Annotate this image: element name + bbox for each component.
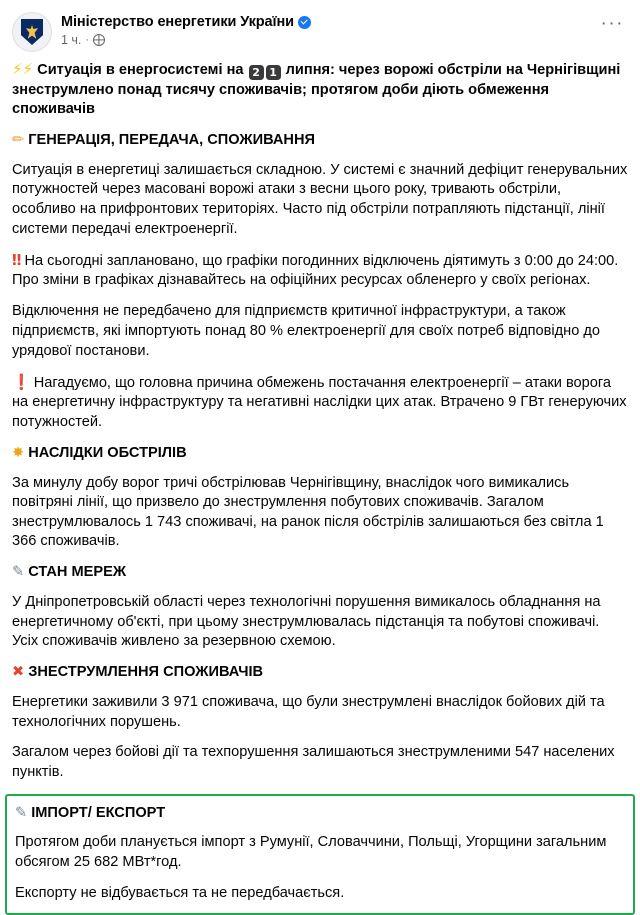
double-exclamation-emoji-icon: ‼ <box>12 250 21 269</box>
heading-networks-label: СТАН МЕРЕЖ <box>28 564 127 581</box>
paragraph-export: Експорту не відбувається та не передбачається. <box>15 884 345 901</box>
paragraph-outages-2: Загалом через бойові дії та техпорушення залишаються знеструмленими 547 населених пунктів. <box>12 744 615 780</box>
import-export-highlight-box <box>5 794 635 915</box>
heading-import-export <box>15 804 625 824</box>
author-name-row <box>61 13 311 31</box>
paragraph-reminder-text: Нагадуємо, що головна причина обмежень постачання електроенергії – атаки ворога на енергетичну інфраструктуру та негативні наслідки цих атак. Втрачено 9 ГВт генеруючих потужностей. <box>12 374 627 430</box>
paragraph-networks: У Дніпропетровській області через технологічні порушення вимикалось обладнання на енергетичному об'єкті, при цьому знеструмлювалась підстанція та побутові споживачі. Усіх споживачів живлено за резервною схемою. <box>12 594 601 650</box>
page-name[interactable]: Міністерство енергетики України <box>61 14 294 30</box>
heading-consequences <box>12 444 628 464</box>
paragraph-consequences: За минулу добу ворог тричі обстрілював Чернігівщину, внаслідок чого вимикались повітряні лінії, що призвело до знеструмлення побутових споживачів. Загалом знеструмлювалось 1 743 споживачі, на ранок після обстрілів залишаються без світла 1 366 споживачів. <box>12 474 604 550</box>
heading-import-export-label: ІМПОРТ/ ЕКСПОРТ <box>31 804 166 821</box>
post-meta <box>61 33 311 47</box>
flower-emoji-icon: ✸ <box>12 445 25 461</box>
avatar[interactable] <box>12 12 52 52</box>
ministry-emblem-avatar-icon <box>21 19 43 45</box>
paragraph-exceptions: Відключення не передбачено для підприємств критичної інфраструктури, а також підприємств, які імпортують понад 80 % електроенергії для своїх потреб відповідно до урядової постанови. <box>12 303 600 359</box>
heading-generation-label: ГЕНЕРАЦІЯ, ПЕРЕДАЧА, СПОЖИВАННЯ <box>28 132 316 149</box>
high-voltage-emoji-icon: ⚡ <box>12 60 23 78</box>
author-block <box>61 12 311 47</box>
heading-consequences-label: НАСЛІДКИ ОБСТРІЛІВ <box>28 445 187 461</box>
meta-separator: · <box>85 33 90 46</box>
post-body <box>12 58 628 915</box>
post-header <box>12 10 628 58</box>
heading-generation <box>12 131 628 151</box>
post-timestamp[interactable]: 1 ч. <box>61 33 82 47</box>
paragraph-schedule <box>12 251 628 291</box>
exclamation-emoji-icon: ❗ <box>12 372 30 391</box>
heading-outages <box>12 663 628 683</box>
paragraph-generation: Ситуація в енергетиці залишається складною. У системі є значний дефіцит генерувальних потужностей через масовані ворожі атаки з весни цього року, тривають обстріли, особливо на прифронтових територіях. Часто під обстріли потрапляють підстанції, лінії системи передачі електроенергії. <box>12 161 628 237</box>
post-more-options-button[interactable]: ··· <box>600 13 624 34</box>
day-badge-first: 2 <box>249 65 264 80</box>
lead-text-part-2: липня: через ворожі обстріли на Чернігівщині знеструмлено понад тисячу споживачів; протягом доби діють обмеження споживачів <box>12 62 621 118</box>
paperclip-emoji-icon-2: ✎ <box>15 804 28 821</box>
pencil-emoji-icon: ✏ <box>12 132 25 149</box>
paragraph-outages-1: Енергетики заживили 3 971 споживача, що були знеструмлені внаслідок бойових дій та технологічних порушень. <box>12 693 605 730</box>
heading-networks <box>12 563 628 583</box>
paragraph-import: Протягом доби планується імпорт з Румунії, Словаччини, Польщі, Угорщини загальним обсягом 25 682 МВт*год. <box>15 834 607 870</box>
cross-mark-emoji-icon: ✖ <box>12 664 25 681</box>
paragraph-reminder <box>12 373 628 433</box>
lead-text-part-1: Ситуація в енергосистемі на <box>37 62 248 78</box>
paragraph-schedule-text: На сьогодні заплановано, що графіки погодинних відключень діятимуть з 0:00 до 24:00. Про зміни в графіках дізнавайтесь на офіційних ресурсах обленерго у своїх регіонах. <box>12 252 619 289</box>
heading-outages-label: ЗНЕСТРУМЛЕННЯ СПОЖИВАЧІВ <box>28 664 264 681</box>
high-voltage-emoji-icon-2: ⚡ <box>22 60 34 78</box>
paperclip-emoji-icon: ✎ <box>12 564 25 581</box>
post-lead-paragraph <box>12 60 628 120</box>
emblem-inner-icon <box>26 25 38 39</box>
day-badge-second: 1 <box>266 65 281 80</box>
verified-badge-icon <box>298 16 311 29</box>
globe-icon[interactable] <box>93 34 105 46</box>
